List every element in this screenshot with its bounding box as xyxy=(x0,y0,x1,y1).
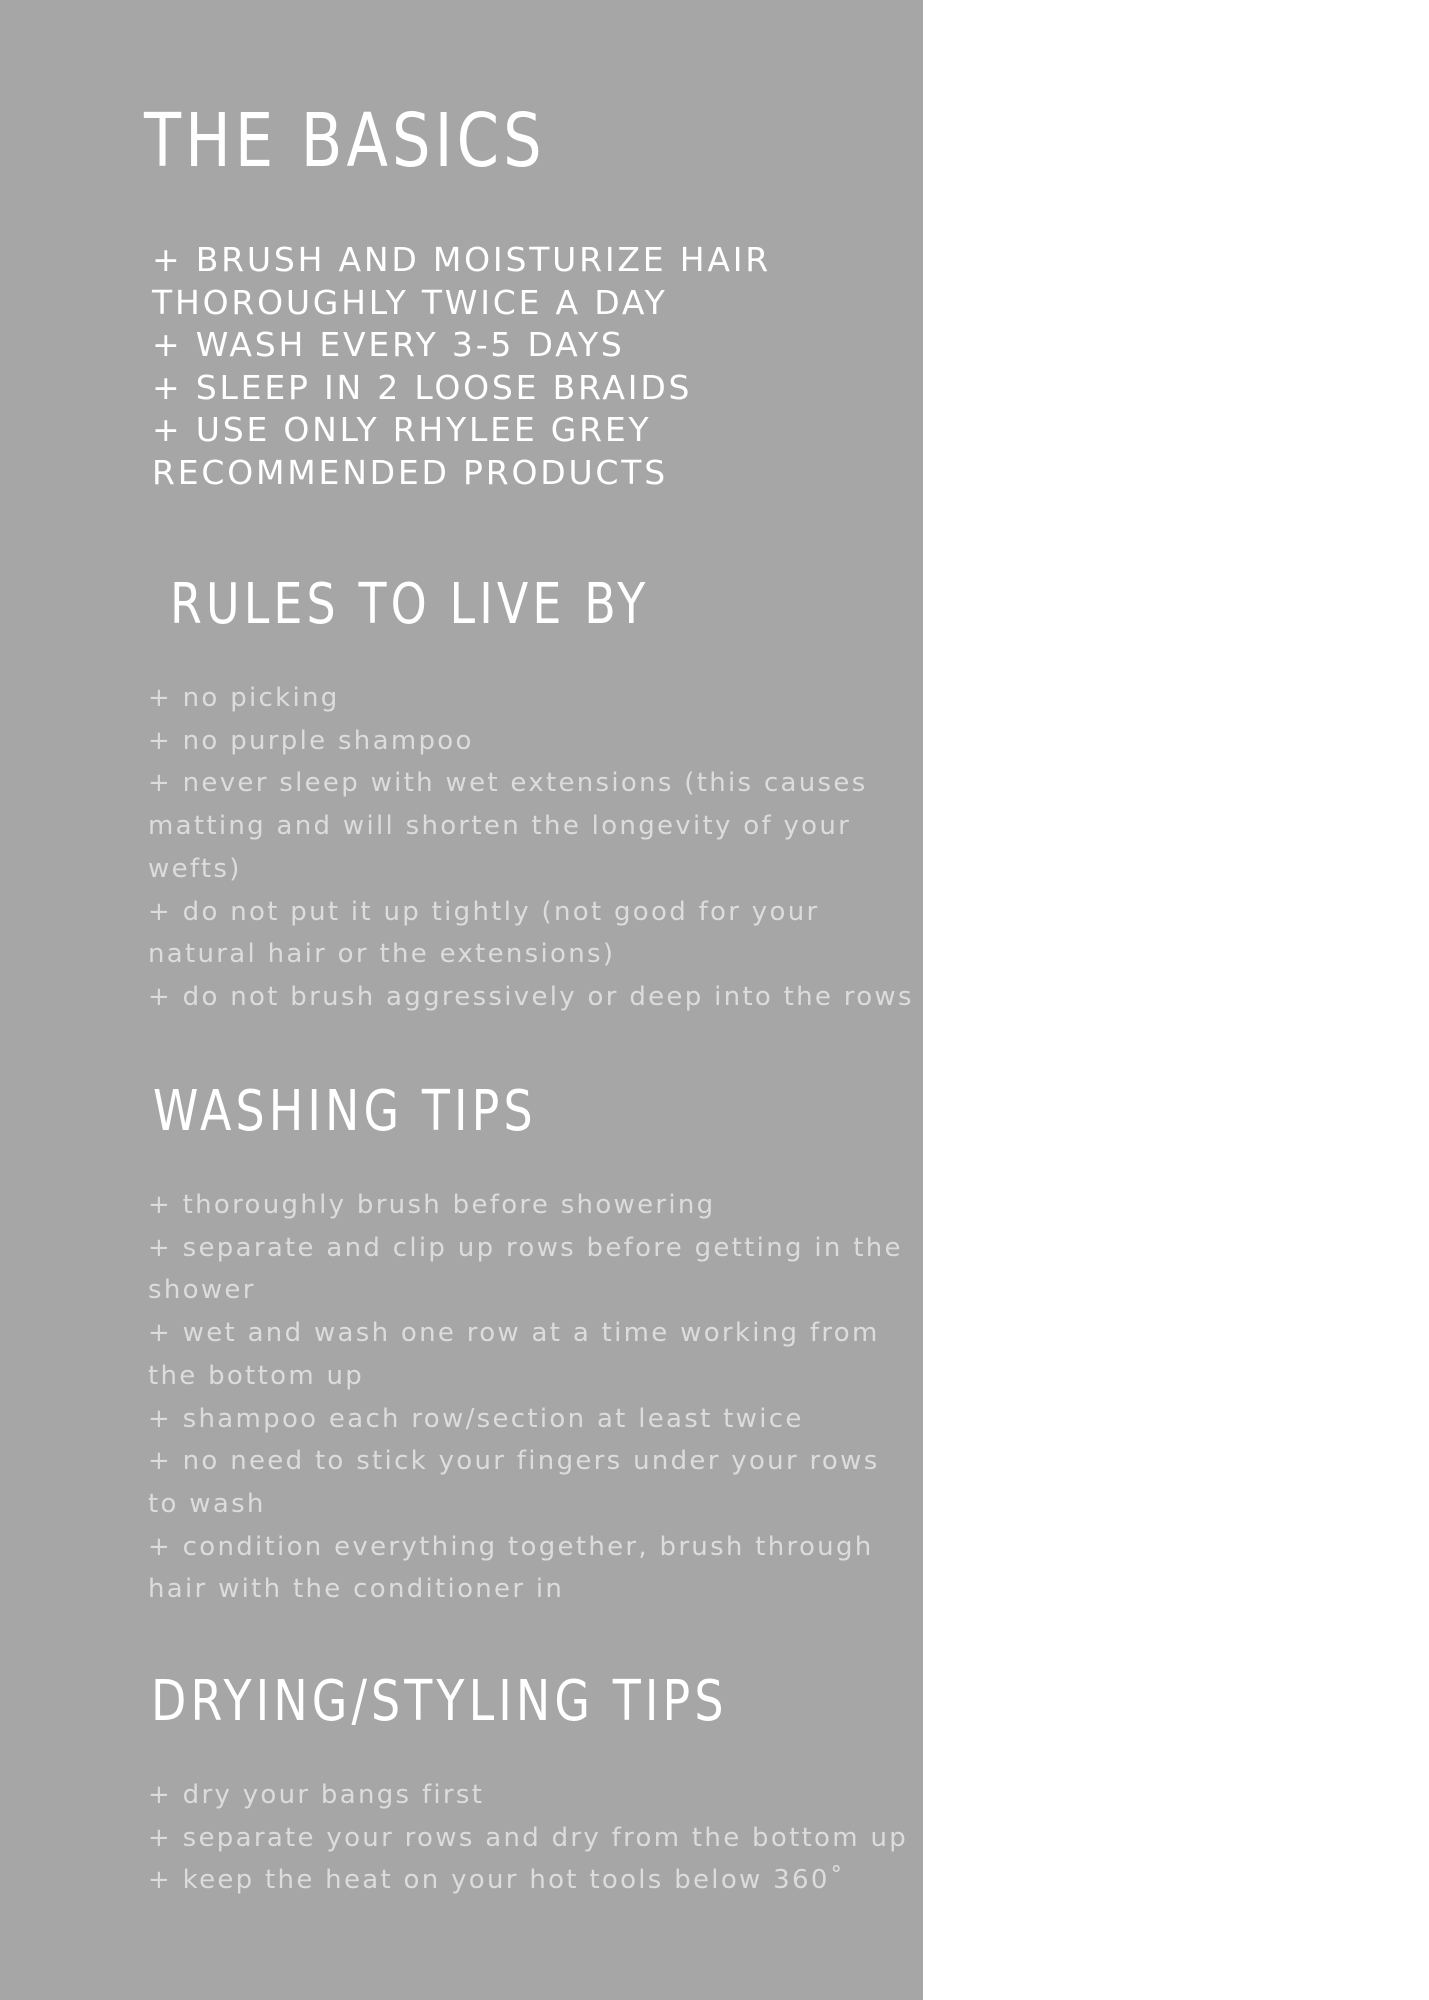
basics-line: THOROUGHLY TWICE A DAY xyxy=(152,282,668,322)
rules-line: natural hair or the extensions) xyxy=(148,939,616,970)
washing-line: + shampoo each row/section at least twice xyxy=(148,1403,804,1434)
basics-line: + BRUSH AND MOISTURIZE HAIR xyxy=(152,240,771,279)
drying-line: + separate your rows and dry from the bottom up xyxy=(148,1822,909,1853)
washing-line: + no need to stick your fingers under your rows xyxy=(148,1446,880,1477)
drying-line: + keep the heat on your hot tools below 360˚ xyxy=(148,1865,845,1896)
washing-line: + condition everything together, brush through xyxy=(148,1531,874,1562)
drying-heading: DRYING/STYLING TIPS xyxy=(151,1669,728,1734)
washing-line: the bottom up xyxy=(148,1360,365,1391)
washing-line: + wet and wash one row at a time working from xyxy=(148,1318,880,1349)
washing-heading: WASHING TIPS xyxy=(153,1079,537,1144)
rules-list xyxy=(148,677,914,1019)
washing-line: + thoroughly brush before showering xyxy=(148,1190,716,1220)
basics-line: RECOMMENDED PRODUCTS xyxy=(152,452,668,492)
basics-line: + SLEEP IN 2 LOOSE BRAIDS xyxy=(152,367,693,407)
rules-line: + do not put it up tightly (not good for your xyxy=(148,896,820,927)
drying-line: + dry your bangs first xyxy=(148,1780,485,1810)
rules-line: matting and will shorten the longevity of your xyxy=(148,811,852,842)
rules-heading: RULES TO LIVE BY xyxy=(170,572,650,637)
rules-line: + no purple shampoo xyxy=(148,725,474,756)
washing-list xyxy=(148,1184,903,1611)
basics-line: + WASH EVERY 3-5 DAYS xyxy=(152,325,625,365)
rules-line: + do not brush aggressively or deep into the rows xyxy=(148,981,914,1012)
washing-line: shower xyxy=(148,1275,256,1306)
drying-list xyxy=(148,1774,908,1902)
rules-line: wefts) xyxy=(148,853,242,884)
basics-line: + USE ONLY RHYLEE GREY xyxy=(152,410,652,450)
washing-line: + separate and clip up rows before getting in the xyxy=(148,1232,903,1263)
washing-line: to wash xyxy=(148,1488,266,1519)
rules-line: + no picking xyxy=(148,683,340,713)
basics-heading: THE BASICS xyxy=(144,98,546,184)
washing-line: hair with the conditioner in xyxy=(148,1574,565,1605)
rules-line: + never sleep with wet extensions (this causes xyxy=(148,768,868,799)
basics-list xyxy=(152,239,771,495)
